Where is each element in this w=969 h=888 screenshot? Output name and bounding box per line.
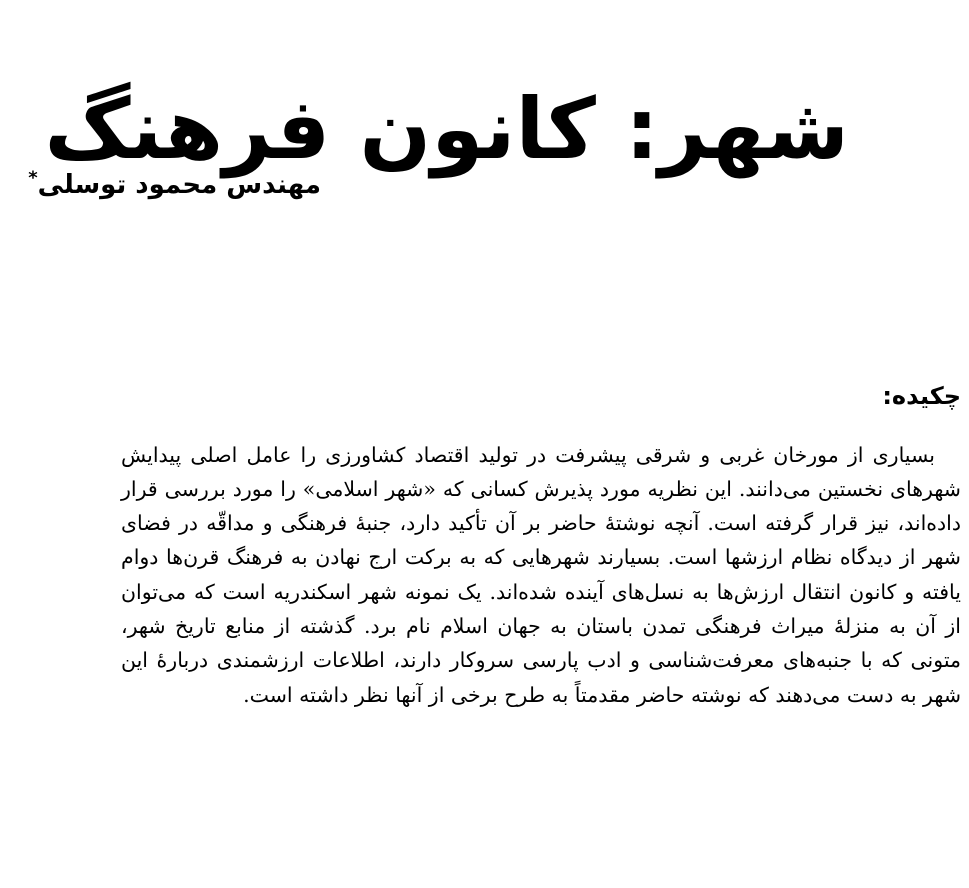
author-line bbox=[28, 165, 321, 205]
author-footnote-mark: * bbox=[28, 167, 38, 189]
abstract-body: بسیاری از مورخان غربی و شرقی پیشرفت در تولید اقتصاد کشاورزی را عامل اصلی پیدایش شهرهای نخستین می‌دانند. این نظریه مورد پذیرش کسانی که «شهر اسلامی» را مورد بررسی قرار داده‌اند، نیز قرار گرفته است. آنچه نوشتهٔ حاضر بر آن تأکید دارد، جنبهٔ فرهنگی و مداقّه در فضای شهر از دیدگاه نظام ارزشها است. بسیارند شهرهایی که به برکت ارج نهادن به فرهنگ قرن‌ها دوام یافته و کانون انتقال ارزش‌ها به نسل‌های آینده شده‌اند. یک نمونه شهر اسکندریه است که می‌توان از آن به منزلهٔ میراث فرهنگی تمدن باستان به جهان اسلام نام برد. گذشته از منابع تاریخ شهر، متونی که با جنبه‌های معرفت‌شناسی و ادب پارسی سروکار دارند، اطلاعات ارزشمندی دربارهٔ این شهر به دست می‌دهند که نوشته حاضر مقدمتاً به طرح برخی از آنها نظر داشته است. bbox=[121, 442, 961, 707]
document-title: شهر: کانون فرهنگ bbox=[44, 80, 849, 179]
abstract-heading: چکیده: bbox=[882, 382, 961, 410]
author-name: مهندس محمود توسلی bbox=[37, 170, 321, 200]
